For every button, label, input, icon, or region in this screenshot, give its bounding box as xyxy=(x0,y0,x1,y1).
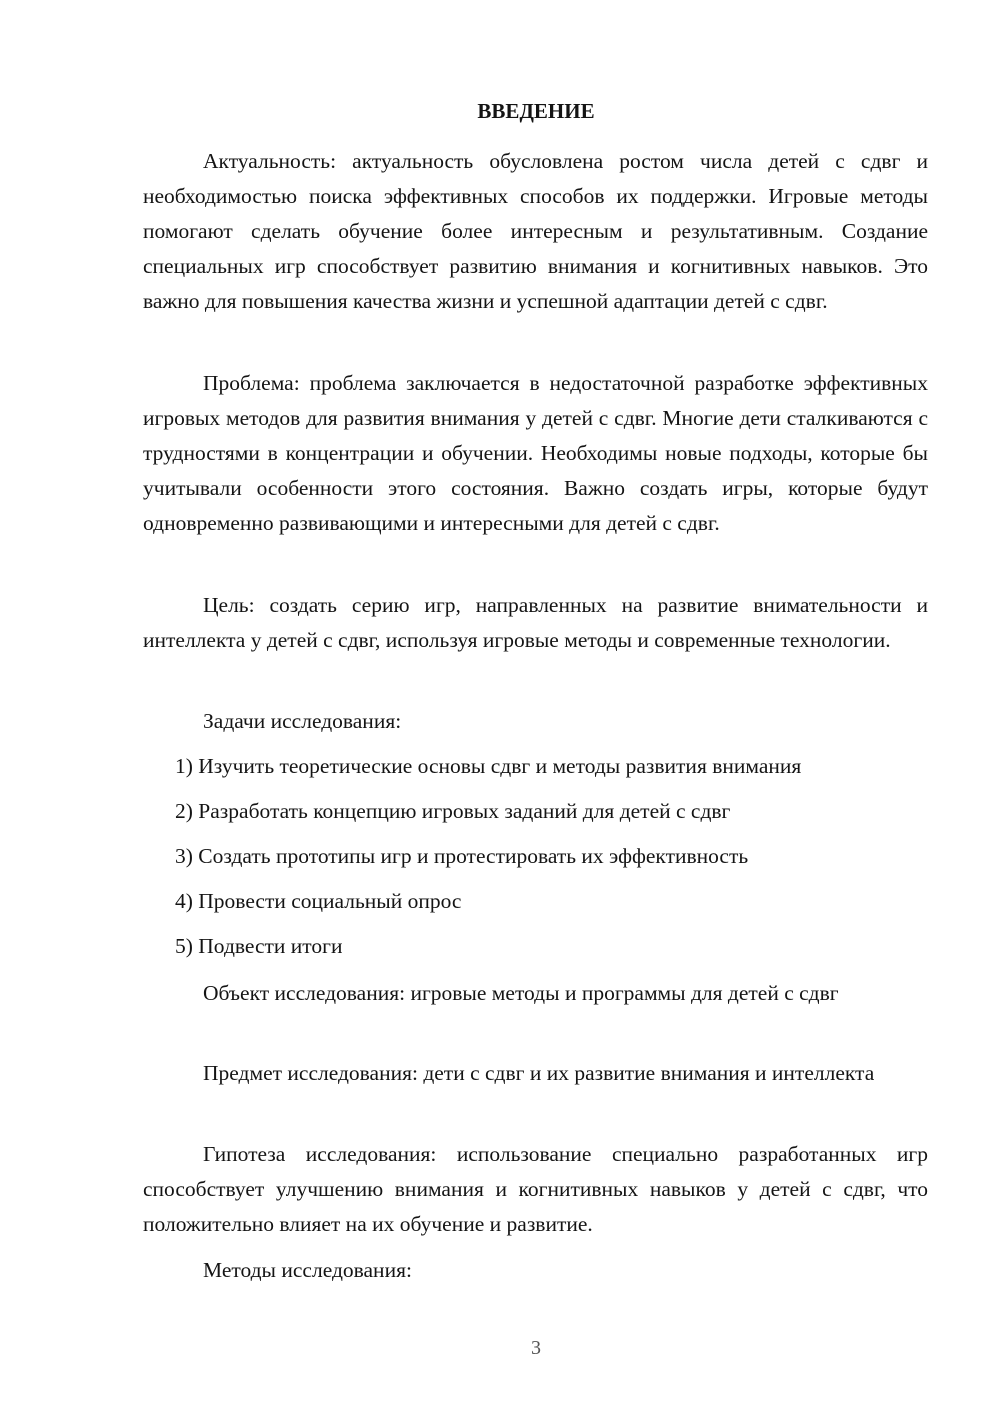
page-title: ВВЕДЕНИЕ xyxy=(477,99,595,123)
list-item: 5) Подвести итоги xyxy=(175,934,343,958)
page-number: 3 xyxy=(531,1337,541,1359)
methods-heading: Методы исследования: xyxy=(203,1258,412,1282)
tasks-heading: Задачи исследования: xyxy=(203,709,402,733)
subject-paragraph: Предмет исследования: дети с сдвг и их развитие внимания и интеллекта xyxy=(203,1061,875,1085)
object-paragraph: Объект исследования: игровые методы и программы для детей с сдвг xyxy=(203,981,839,1005)
list-item: 1) Изучить теоретические основы сдвг и методы развития внимания xyxy=(175,754,802,778)
list-item: 2) Разработать концепцию игровых заданий для детей с сдвг xyxy=(175,799,731,823)
list-item: 3) Создать прототипы игр и протестировать их эффективность xyxy=(175,844,749,868)
problem-paragraph: Проблема: проблема заключается в недостаточной разработке эффективных игровых методов для развития внимания у детей с сдвг. Многие дети сталкиваются с трудностями в концентрации и обучении. Необходимы новые подходы, которые бы учитывали особенности этого состояния. Важно создать игры, которые будут одновременно развивающими и интересными для детей с сдвг. xyxy=(143,371,928,535)
hypothesis-paragraph: Гипотеза исследования: использование специально разработанных игр способствует улучшению внимания и когнитивных навыков у детей с сдвг, что положительно влияет на их обучение и развитие. xyxy=(143,1142,928,1236)
list-item: 4) Провести социальный опрос xyxy=(175,889,462,913)
goal-paragraph: Цель: создать серию игр, направленных на развитие внимательности и интеллекта у детей с сдвг, используя игровые методы и современные технологии. xyxy=(143,593,928,652)
relevance-paragraph: Актуальность: актуальность обусловлена ростом числа детей с сдвг и необходимостью поиска эффективных способов их поддержки. Игровые методы помогают сделать обучение более интересным и результативным. Создание специальных игр способствует развитию внимания и когнитивных навыков. Это важно для повышения качества жизни и успешной адаптации детей с сдвг. xyxy=(143,149,928,313)
